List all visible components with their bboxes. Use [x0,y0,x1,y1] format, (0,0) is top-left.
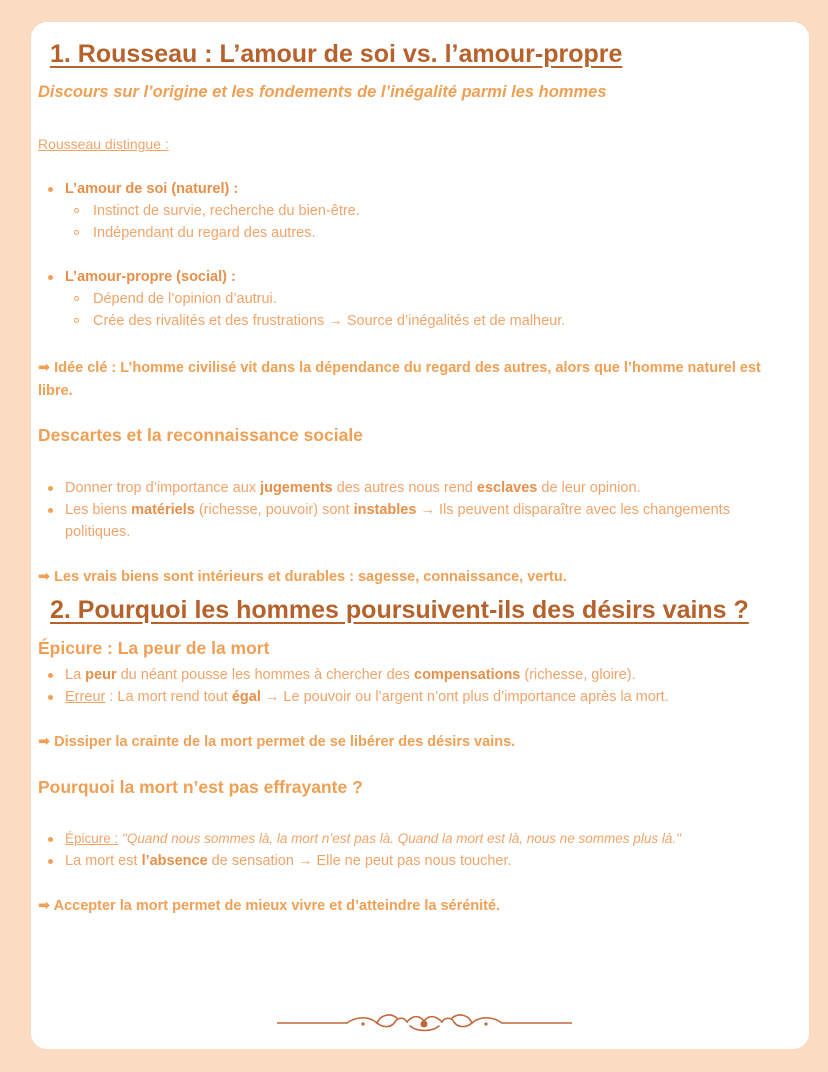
emphasis: jugements [260,480,333,496]
section2-conclusion: ➡ Dissiper la crainte de la mort permet de se libérer des désirs vains. [38,734,516,750]
text: Donner trop d’importance aux [65,480,261,496]
text: de sensation → Elle ne peut pas nous toucher. [207,853,512,869]
emphasis: l’absence [141,853,208,869]
list-item [38,477,778,499]
amour-propre-item [38,266,236,288]
page-card [31,22,809,1049]
amour-de-soi-head: L’amour de soi (naturel) : [65,181,239,197]
decorative-divider-icon [277,1010,572,1036]
epicure-heading: Épicure : La peur de la mort [38,638,270,658]
emphasis: compensations [414,667,521,683]
label: Épicure : [65,831,119,846]
amour-de-soi-list [38,178,238,200]
text: → Ils peuvent disparaître avec les changements politiques. [65,502,730,540]
amour-propre-list [38,266,236,288]
text: de leur opinion. [537,480,641,496]
descartes-heading: Descartes et la reconnaissance sociale [38,425,363,445]
list-item: Crée des rivalités et des frustrations → Source d’inégalités et de malheur. [38,310,565,332]
section1-subtitle: Discours sur l’origine et les fondements de l’inégalité parmi les hommes [38,83,607,101]
text: → Le pouvoir ou l’argent n’ont plus d’importance après la mort. [260,689,669,705]
list-item: Instinct de survie, recherche du bien-être. [38,200,360,222]
list-item [38,664,808,686]
epicure-list [38,664,808,708]
emphasis: peur [85,667,117,683]
emphasis: instables [353,502,417,518]
idee-cle: ➡ Idée clé : L’homme civilisé vit dans la dépendance du regard des autres, alors que l’homme naturel est libre. [38,360,761,399]
text: Les biens [65,502,132,518]
amour-de-soi-sublist [38,200,360,244]
list-item [38,850,808,872]
text: des autres nous rend [332,480,477,496]
text: (richesse, pouvoir) sont [194,502,354,518]
list-item: Dépend de l’opinion d’autrui. [38,288,565,310]
mort-heading: Pourquoi la mort n’est pas effrayante ? [38,777,363,797]
list-item: Indépendant du regard des autres. [38,222,360,244]
text: (richesse, gloire). [520,667,636,683]
descartes-list [38,477,778,543]
section1-title: 1. Rousseau : L’amour de soi vs. l’amour-propre [50,40,623,68]
mort-conclusion: ➡ Accepter la mort permet de mieux vivre et d’atteindre la sérénité. [38,898,501,914]
list-item [38,828,808,850]
text: La mort est [65,853,142,869]
section2-title: 2. Pourquoi les hommes poursuivent-ils des désirs vains ? [50,596,749,624]
text: : La mort rend tout [105,689,232,705]
emphasis: matériels [131,502,195,518]
emphasis: égal [231,689,261,705]
text: La [65,667,86,683]
list-item [38,686,808,708]
mort-list [38,828,808,872]
amour-propre-sublist [38,288,565,332]
quote: "Quand nous sommes là, la mort n’est pas là. Quand la mort est là, nous ne sommes plus là." [118,831,681,846]
label: Erreur [65,689,106,705]
amour-propre-head: L’amour-propre (social) : [65,269,236,285]
descartes-conclusion: ➡ Les vrais biens sont intérieurs et durables : sagesse, connaissance, vertu. [38,569,567,585]
amour-de-soi-item [38,178,238,200]
emphasis: esclaves [476,480,538,496]
section1-intro: Rousseau distingue : [38,136,169,152]
list-item [38,499,778,543]
text: du néant pousse les hommes à chercher des [116,667,415,683]
